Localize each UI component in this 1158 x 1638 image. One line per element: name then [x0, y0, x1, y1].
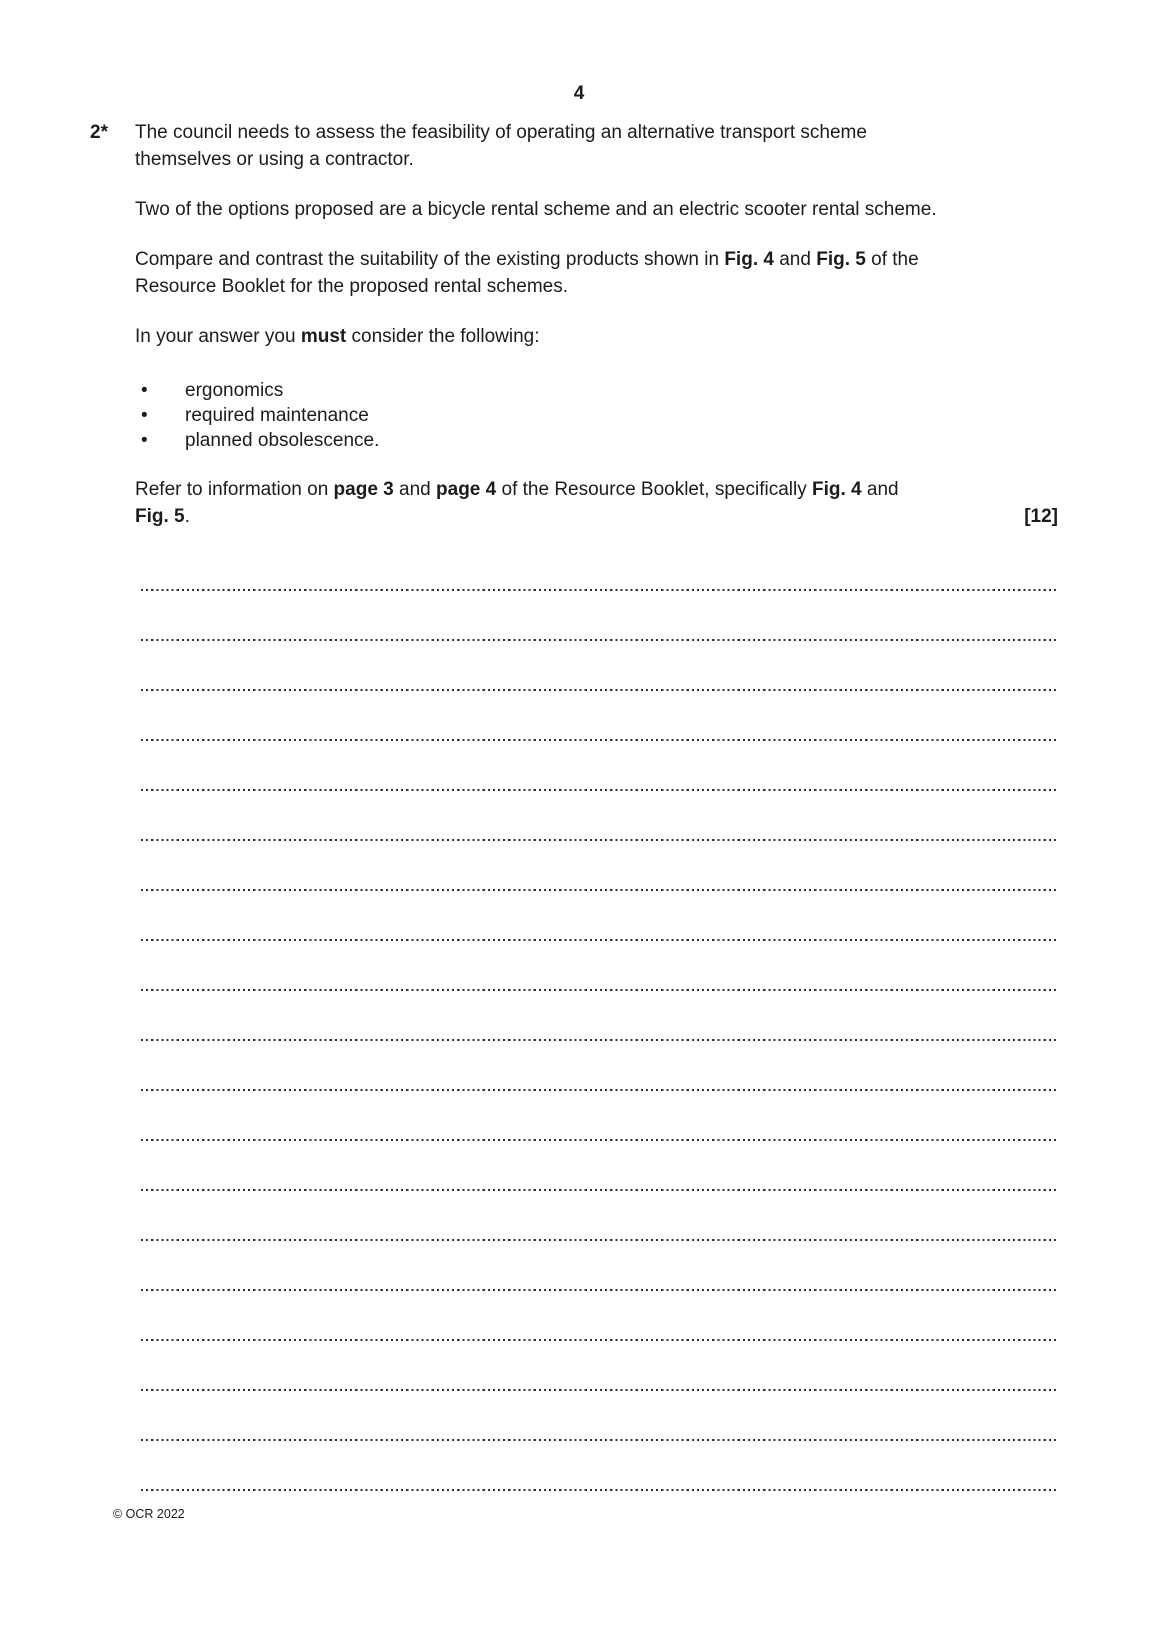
question-number: 2*	[90, 122, 108, 143]
answer-line	[135, 1441, 1058, 1491]
fig5-reference: Fig. 5	[816, 249, 866, 270]
bullet-label: required maintenance	[185, 405, 369, 426]
list-item	[135, 378, 1058, 403]
fig5-reference: Fig. 5	[135, 506, 185, 527]
answer-lines	[135, 553, 1058, 1491]
answer-line	[135, 841, 1058, 891]
fig4-reference: Fig. 4	[724, 249, 774, 270]
list-item	[135, 428, 1058, 453]
compare-line-2: Resource Booklet for the proposed rental schemes.	[135, 276, 569, 297]
answer-line	[135, 691, 1058, 741]
answer-line	[135, 791, 1058, 841]
answer-line	[135, 1341, 1058, 1391]
answer-line	[135, 1091, 1058, 1141]
consider-paragraph: In your answer you must consider the following:	[135, 326, 540, 347]
intro-line-1: The council needs to assess the feasibility of operating an alternative transport scheme	[135, 122, 867, 143]
refer-line-2: Fig. 5. [12]	[135, 503, 1058, 530]
question-2	[0, 119, 1158, 1491]
question-body	[135, 119, 1058, 1491]
options-paragraph: Two of the options proposed are a bicycle rental scheme and an electric scooter rental scheme.	[135, 199, 937, 220]
bullet-icon: •	[141, 380, 148, 401]
answer-line	[135, 891, 1058, 941]
compare-paragraph	[135, 246, 1058, 300]
fig4-reference: Fig. 4	[811, 479, 862, 500]
bullet-icon: •	[141, 430, 148, 451]
answer-line	[135, 1191, 1058, 1241]
refer-line-1: Refer to information on page 3 and page 4 of the Resource Booklet, specifically Fig. 4 and	[135, 479, 899, 500]
answer-line	[135, 1041, 1058, 1091]
intro-line-2: themselves or using a contractor.	[135, 149, 414, 170]
page4-reference: page 4	[436, 479, 497, 500]
answer-line	[135, 1241, 1058, 1291]
answer-line	[135, 1291, 1058, 1341]
refer-paragraph	[135, 476, 1058, 530]
bullet-label: planned obsolescence.	[185, 430, 380, 451]
answer-line	[135, 591, 1058, 641]
bullet-label: ergonomics	[185, 380, 284, 401]
answer-line	[135, 1391, 1058, 1441]
answer-line	[135, 1141, 1058, 1191]
page-number: 4	[573, 83, 585, 104]
answer-line	[135, 941, 1058, 991]
answer-line	[135, 991, 1058, 1041]
must-emphasis: must	[300, 326, 347, 347]
marks-badge: [12]	[1024, 506, 1058, 527]
answer-line	[135, 553, 1058, 591]
bullet-list	[135, 378, 1058, 453]
bullet-icon: •	[141, 405, 148, 426]
copyright: © OCR 2022	[113, 1507, 185, 1521]
list-item	[135, 403, 1058, 428]
compare-line-1: Compare and contrast the suitability of the existing products shown in Fig. 4 and Fig. 5 of the	[135, 249, 919, 270]
answer-line	[135, 641, 1058, 691]
page3-reference: page 3	[333, 479, 394, 500]
intro-paragraph	[135, 119, 1058, 173]
answer-line	[135, 741, 1058, 791]
